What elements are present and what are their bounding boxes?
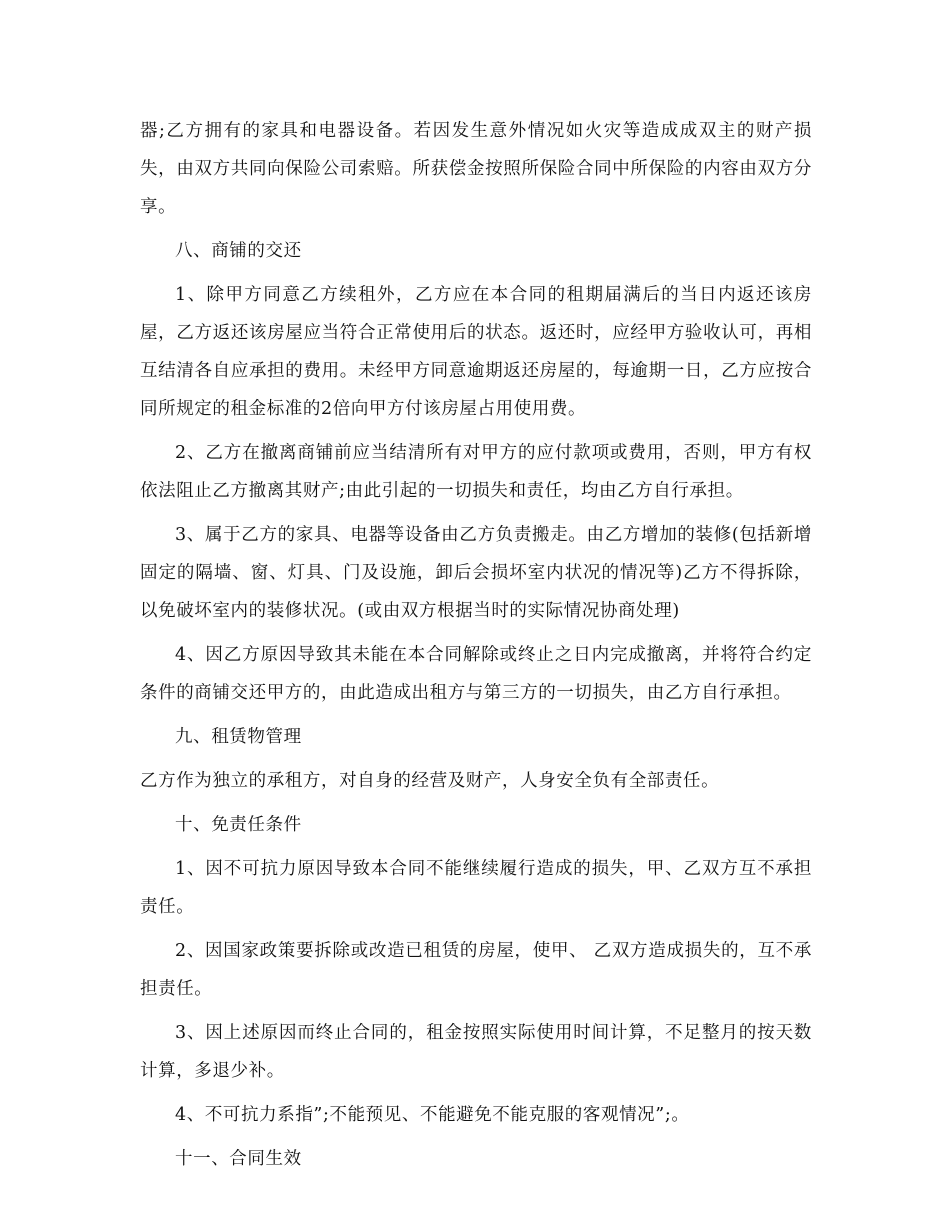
- paragraph-exemption-clause-1: 1、因不可抗力原因导致本合同不能继续履行造成的损失，甲、乙双方互不承担责任。: [140, 859, 812, 917]
- section-heading-shop-return: 八、商铺的交还: [175, 241, 302, 261]
- paragraph-return-clause-3: 3、属于乙方的家具、电器等设备由乙方负责搬走。由乙方增加的装修(包括新增固定的隔墙、窗、灯具、门及设施，卸后会损坏室内状况的情况等)乙方不得拆除，以免破坏室内的装修状况。(或由双方根据当时的实际情况协商处理): [140, 525, 812, 621]
- paragraph-return-clause-4: 4、因乙方原因导致其未能在本合同解除或终止之日内完成撤离，并将符合约定条件的商铺交还甲方的，由此造成出租方与第三方的一切损失，由乙方自行承担。: [140, 645, 812, 703]
- section-heading-lease-management: 九、租赁物管理: [175, 727, 302, 747]
- paragraph-exemption-clause-3: 3、因上述原因而终止合同的，租金按照实际使用时间计算，不足整月的按天数计算，多退少补。: [140, 1023, 812, 1081]
- paragraph-exemption-clause-4: 4、不可抗力系指”;不能预见、不能避免不能克服的客观情况”;。: [175, 1105, 690, 1125]
- paragraph-return-clause-1: 1、除甲方同意乙方续租外，乙方应在本合同的租期届满后的当日内返还该房屋，乙方返还该房屋应当符合正常使用后的状态。返还时，应经甲方验收认可，再相互结清各自应承担的费用。未经甲方同意逾期返还房屋的，每逾期一日，乙方应按合同所规定的租金标准的2倍向甲方付该房屋占用使用费。: [140, 285, 812, 419]
- paragraph-exemption-clause-2: 2、因国家政策要拆除或改造已租赁的房屋，使甲、 乙双方造成损失的，互不承担责任。: [140, 941, 812, 999]
- document-body: [140, 112, 812, 1184]
- section-heading-exemption: 十、免责任条件: [175, 815, 302, 835]
- paragraph-lessee-responsibility: 乙方作为独立的承租方，对自身的经营及财产，人身安全负有全部责任。: [140, 771, 720, 791]
- paragraph-insurance-claim: 器;乙方拥有的家具和电器设备。若因发生意外情况如火灾等造成成双主的财产损失，由双方共同向保险公司索赔。所获偿金按照所保险合同中所保险的内容由双方分享。: [140, 121, 812, 217]
- paragraph-return-clause-2: 2、乙方在撤离商铺前应当结清所有对甲方的应付款项或费用，否则，甲方有权依法阻止乙方撤离其财产;由此引起的一切损失和责任，均由乙方自行承担。: [140, 443, 812, 501]
- section-heading-contract-effective: 十一、合同生效: [175, 1149, 302, 1169]
